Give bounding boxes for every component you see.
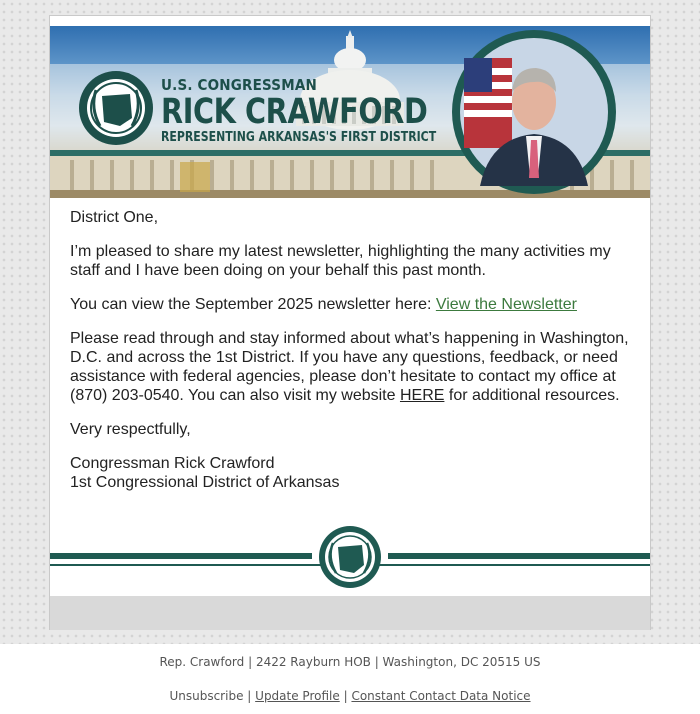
banner-name: RICK CRAWFORD: [161, 92, 428, 132]
signature: [70, 454, 635, 492]
newsletter-text: You can view the September 2025 newsletter here:: [70, 296, 436, 313]
district-seal-icon: [79, 71, 153, 145]
email-card: [49, 15, 651, 630]
view-newsletter-link[interactable]: View the Newsletter: [435, 296, 577, 313]
banner-subtitle: U.S. CONGRESSMAN: [161, 76, 317, 94]
header-banner: [50, 26, 650, 198]
footer-divider: [50, 521, 650, 591]
data-notice-link[interactable]: Constant Contact Data Notice: [351, 689, 531, 703]
footer-seal-icon: [318, 525, 382, 589]
email-footer: [0, 644, 700, 714]
newsletter-paragraph: [70, 295, 635, 314]
footer-separator: |: [343, 689, 348, 703]
intro-paragraph: I’m pleased to share my latest newsletter, highlighting the many activities my staff and I have been doing on your behalf this past month.: [70, 243, 611, 279]
divider-left: [50, 553, 312, 559]
footer-links: [0, 689, 700, 703]
unsubscribe-link[interactable]: Unsubscribe: [169, 689, 244, 703]
gray-footer-bar: [50, 596, 650, 630]
info-text-suffix: for additional resources.: [444, 387, 620, 404]
banner-title-block: [161, 76, 489, 145]
greeting: District One,: [70, 209, 159, 226]
info-text: Please read through and stay informed about what’s happening in Washington, D.C. and across the 1st District. If you have any questions, feedback, or need assistance with federal agencies, please don’t hesitate to contact my office at (870) 203-0540. You can also visit my website: [70, 330, 629, 404]
signature-title: 1st Congressional District of Arkansas: [70, 474, 340, 491]
update-profile-link[interactable]: Update Profile: [255, 689, 340, 703]
footer-separator: |: [247, 689, 252, 703]
footer-address: Rep. Crawford | 2422 Rayburn HOB | Washington, DC 20515 US: [159, 655, 541, 669]
banner-tagline: REPRESENTING ARKANSAS'S FIRST DISTRICT: [161, 130, 437, 145]
info-paragraph: [70, 329, 635, 405]
closing: Very respectfully,: [70, 421, 191, 438]
email-body: [70, 208, 635, 507]
signature-name: Congressman Rick Crawford: [70, 455, 275, 472]
divider-right: [388, 553, 650, 559]
website-here-link[interactable]: HERE: [399, 387, 445, 404]
